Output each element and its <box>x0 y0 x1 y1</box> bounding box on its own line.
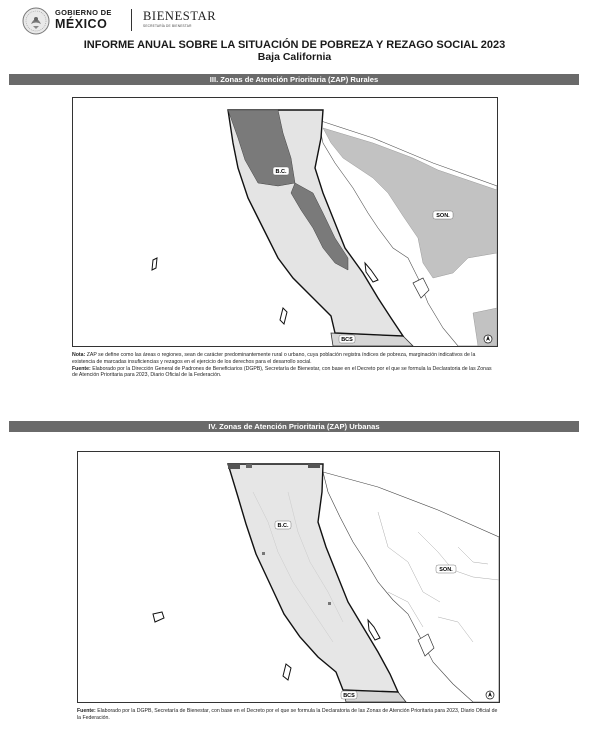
gov-line2: MÉXICO <box>55 16 108 31</box>
rural-notes <box>72 352 496 379</box>
island <box>280 308 287 324</box>
report-subtitle: Baja California <box>257 51 332 63</box>
mexico-coat-of-arms-icon <box>22 7 50 35</box>
rural-note <box>72 352 496 366</box>
map-urban <box>77 451 500 703</box>
page-header <box>22 6 322 34</box>
urban-zap-spot <box>228 464 240 469</box>
rural-note-text: ZAP se define como las áreas o regiones, sean de carácter predominantemente rural o urbano, cuya población registra índices de pobreza, marginación indicativos de la existencia de marcadas insuficiencias y rezagos en el ejercicio de los derechos para el desarrollo social. <box>72 352 476 365</box>
bienestar-logo-text <box>143 10 216 28</box>
rural-source <box>72 366 496 380</box>
urban-source-label: Fuente: <box>77 708 96 714</box>
header-divider <box>131 9 132 31</box>
bcs-label: BCS <box>341 337 353 343</box>
island <box>283 664 291 680</box>
rural-source-label: Fuente: <box>72 365 91 372</box>
urban-zap-spot <box>262 552 265 555</box>
urban-source-text: Elaborado por la DGPB, Secretaría de Bienestar, con base en el Decreto por el que se formula la Declaratoria de las Zonas de Atención Prioritaria para 2023, Diario Oficial de la Federación. <box>77 708 498 721</box>
urban-notes <box>77 708 498 722</box>
gov-line1: GOBIERNO DE <box>55 8 112 17</box>
map-rural <box>72 97 498 347</box>
island <box>153 612 164 622</box>
urban-zap-spot <box>308 464 320 468</box>
government-logo-text <box>55 9 112 30</box>
bc-label: B.C. <box>275 169 287 175</box>
secretaria-name: BIENESTAR <box>143 9 217 23</box>
urban-zap-spot <box>328 602 331 605</box>
son-label: SON. <box>436 213 450 219</box>
rural-note-label: Nota: <box>72 352 86 358</box>
urban-zap-spot <box>246 464 252 468</box>
bc-label: B.C. <box>277 523 289 529</box>
island <box>152 258 157 270</box>
section-heading-urban: IV. Zonas de Atención Prioritaria (ZAP) Urbanas <box>9 421 579 432</box>
report-title: INFORME ANUAL SOBRE LA SITUACIÓN DE POBREZA Y REZAGO SOCIAL 2023 <box>83 39 506 51</box>
section-heading-rural: III. Zonas de Atención Prioritaria (ZAP) Rurales <box>9 74 579 85</box>
rural-source-text: Elaborado por la Dirección General de Padrones de Beneficiarios (DGPB), Secretaría de Bienestar, con base en el Decreto por el que se formula la Declaratoria de las Zonas de Atención Prioritaria para 2023, Diario Oficial de la Federación. <box>72 365 492 379</box>
son-label: SON. <box>439 567 453 573</box>
urban-source <box>77 708 498 722</box>
bcs-label: BCS <box>343 693 355 699</box>
secretaria-sub: SECRETARÍA DE BIENESTAR <box>143 23 192 28</box>
